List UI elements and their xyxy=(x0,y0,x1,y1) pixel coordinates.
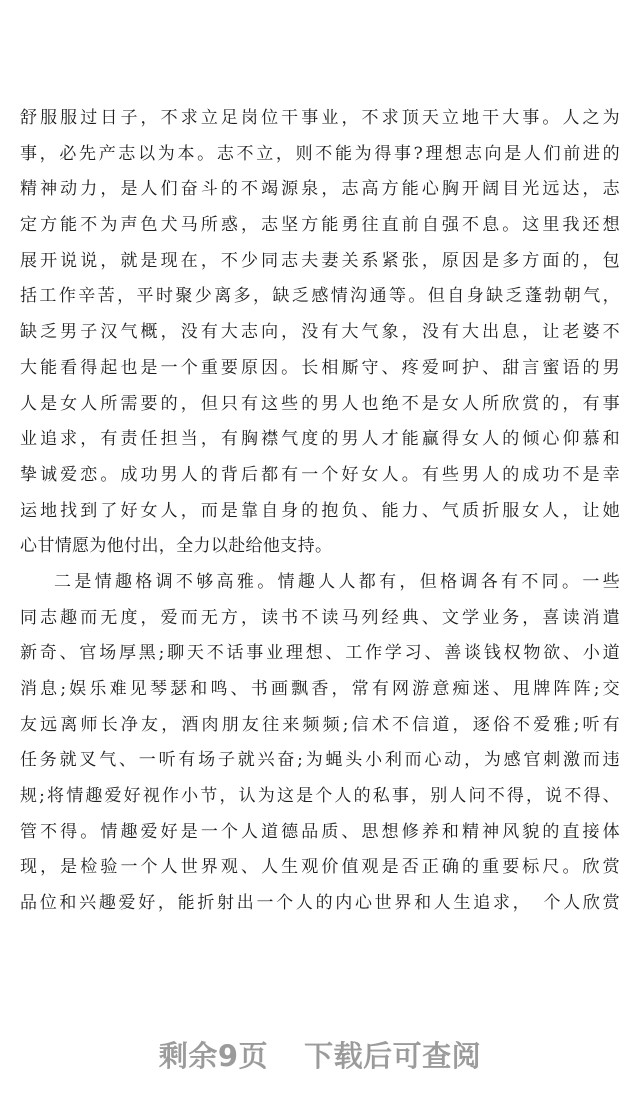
text-line: 缺乏男子汉气概，没有大志向，没有大气象，没有大出息，让老婆不 xyxy=(20,322,620,343)
text-line: 舒服服过日子，不求立足岗位干事业，不求顶天立地干大事。人之为 xyxy=(20,108,620,128)
text-line: 品位和兴趣爱好，能折射出一个人的内心世界和人生追求， 个人欣赏 xyxy=(20,893,620,914)
download-prompt-banner[interactable] xyxy=(0,1031,640,1081)
text-line: 任务就叉气、一听有场子就兴奋;为蝇头小利而心动，为感官刺激而违 xyxy=(20,750,620,771)
text-line: 规;将情趣爱好视作小节，认为这是个人的私事，别人问不得，说不得、 xyxy=(20,786,620,807)
paragraph-first-line: 二是情趣格调不够高雅。情趣人人都有，但格调各有不同。一些 xyxy=(54,571,620,592)
text-line: 心甘情愿为他付出，全力以赴给他支持。 xyxy=(20,536,333,557)
text-line: 事，必先产志以为本。志不立，则不能为得事?理想志向是人们前进的 xyxy=(20,143,620,164)
download-hint-label: 下载后可查阅 xyxy=(304,1039,482,1073)
text-line: 精神动力，是人们奋斗的不竭源泉，志高方能心胸开阔目光远达，志 xyxy=(20,179,620,200)
text-line: 同志趣而无度，爱而无方，读书不读马列经典、文学业务，喜读消遣 xyxy=(20,607,620,628)
text-line: 友远离师长净友，酒肉朋友往来频频;信术不信道，逐俗不爱雅;听有 xyxy=(20,714,620,735)
text-line: 消息;娱乐难见琴瑟和鸣、书画飘香，常有网游意痴迷、甩牌阵阵;交 xyxy=(20,679,620,699)
text-line: 人是女人所需要的，但只有这些的男人也绝不是女人所欣赏的，有事 xyxy=(20,393,620,414)
text-line: 定方能不为声色犬马所惑，志坚方能勇往直前自强不息。这里我还想 xyxy=(20,215,620,236)
text-line: 现，是检验一个人世界观、人生观价值观是否正确的重要标尺。欣赏 xyxy=(20,857,620,878)
text-line: 业追求，有责任担当，有胸襟气度的男人才能赢得女人的倾心仰慕和 xyxy=(20,429,620,450)
text-line: 管不得。情趣爱好是一个人道德品质、思想修养和精神风貌的直接体 xyxy=(20,821,620,842)
remaining-pages-label: 剩余9页 xyxy=(158,1039,269,1073)
text-line: 大能看得起也是一个重要原因。长相厮守、疼爱呵护、甜言蜜语的男 xyxy=(20,357,620,378)
text-line: 挚诚爱恋。成功男人的背后都有一个好女人。有些男人的成功不是幸 xyxy=(20,464,620,485)
text-line: 括工作辛苦，平时聚少离多，缺乏感情沟通等。但自身缺乏蓬勃朝气， xyxy=(20,286,620,307)
text-line: 运地找到了好女人，而是靠自身的抱负、能力、气质折服女人，让她 xyxy=(20,500,620,521)
text-line: 新奇、官场厚黑;聊天不话事业理想、工作学习、善谈钱权物欲、小道 xyxy=(20,643,620,664)
text-line: 展开说说，就是现在，不少同志夫妻关系紧张，原因是多方面的，包 xyxy=(20,250,620,271)
document-body xyxy=(20,101,620,922)
